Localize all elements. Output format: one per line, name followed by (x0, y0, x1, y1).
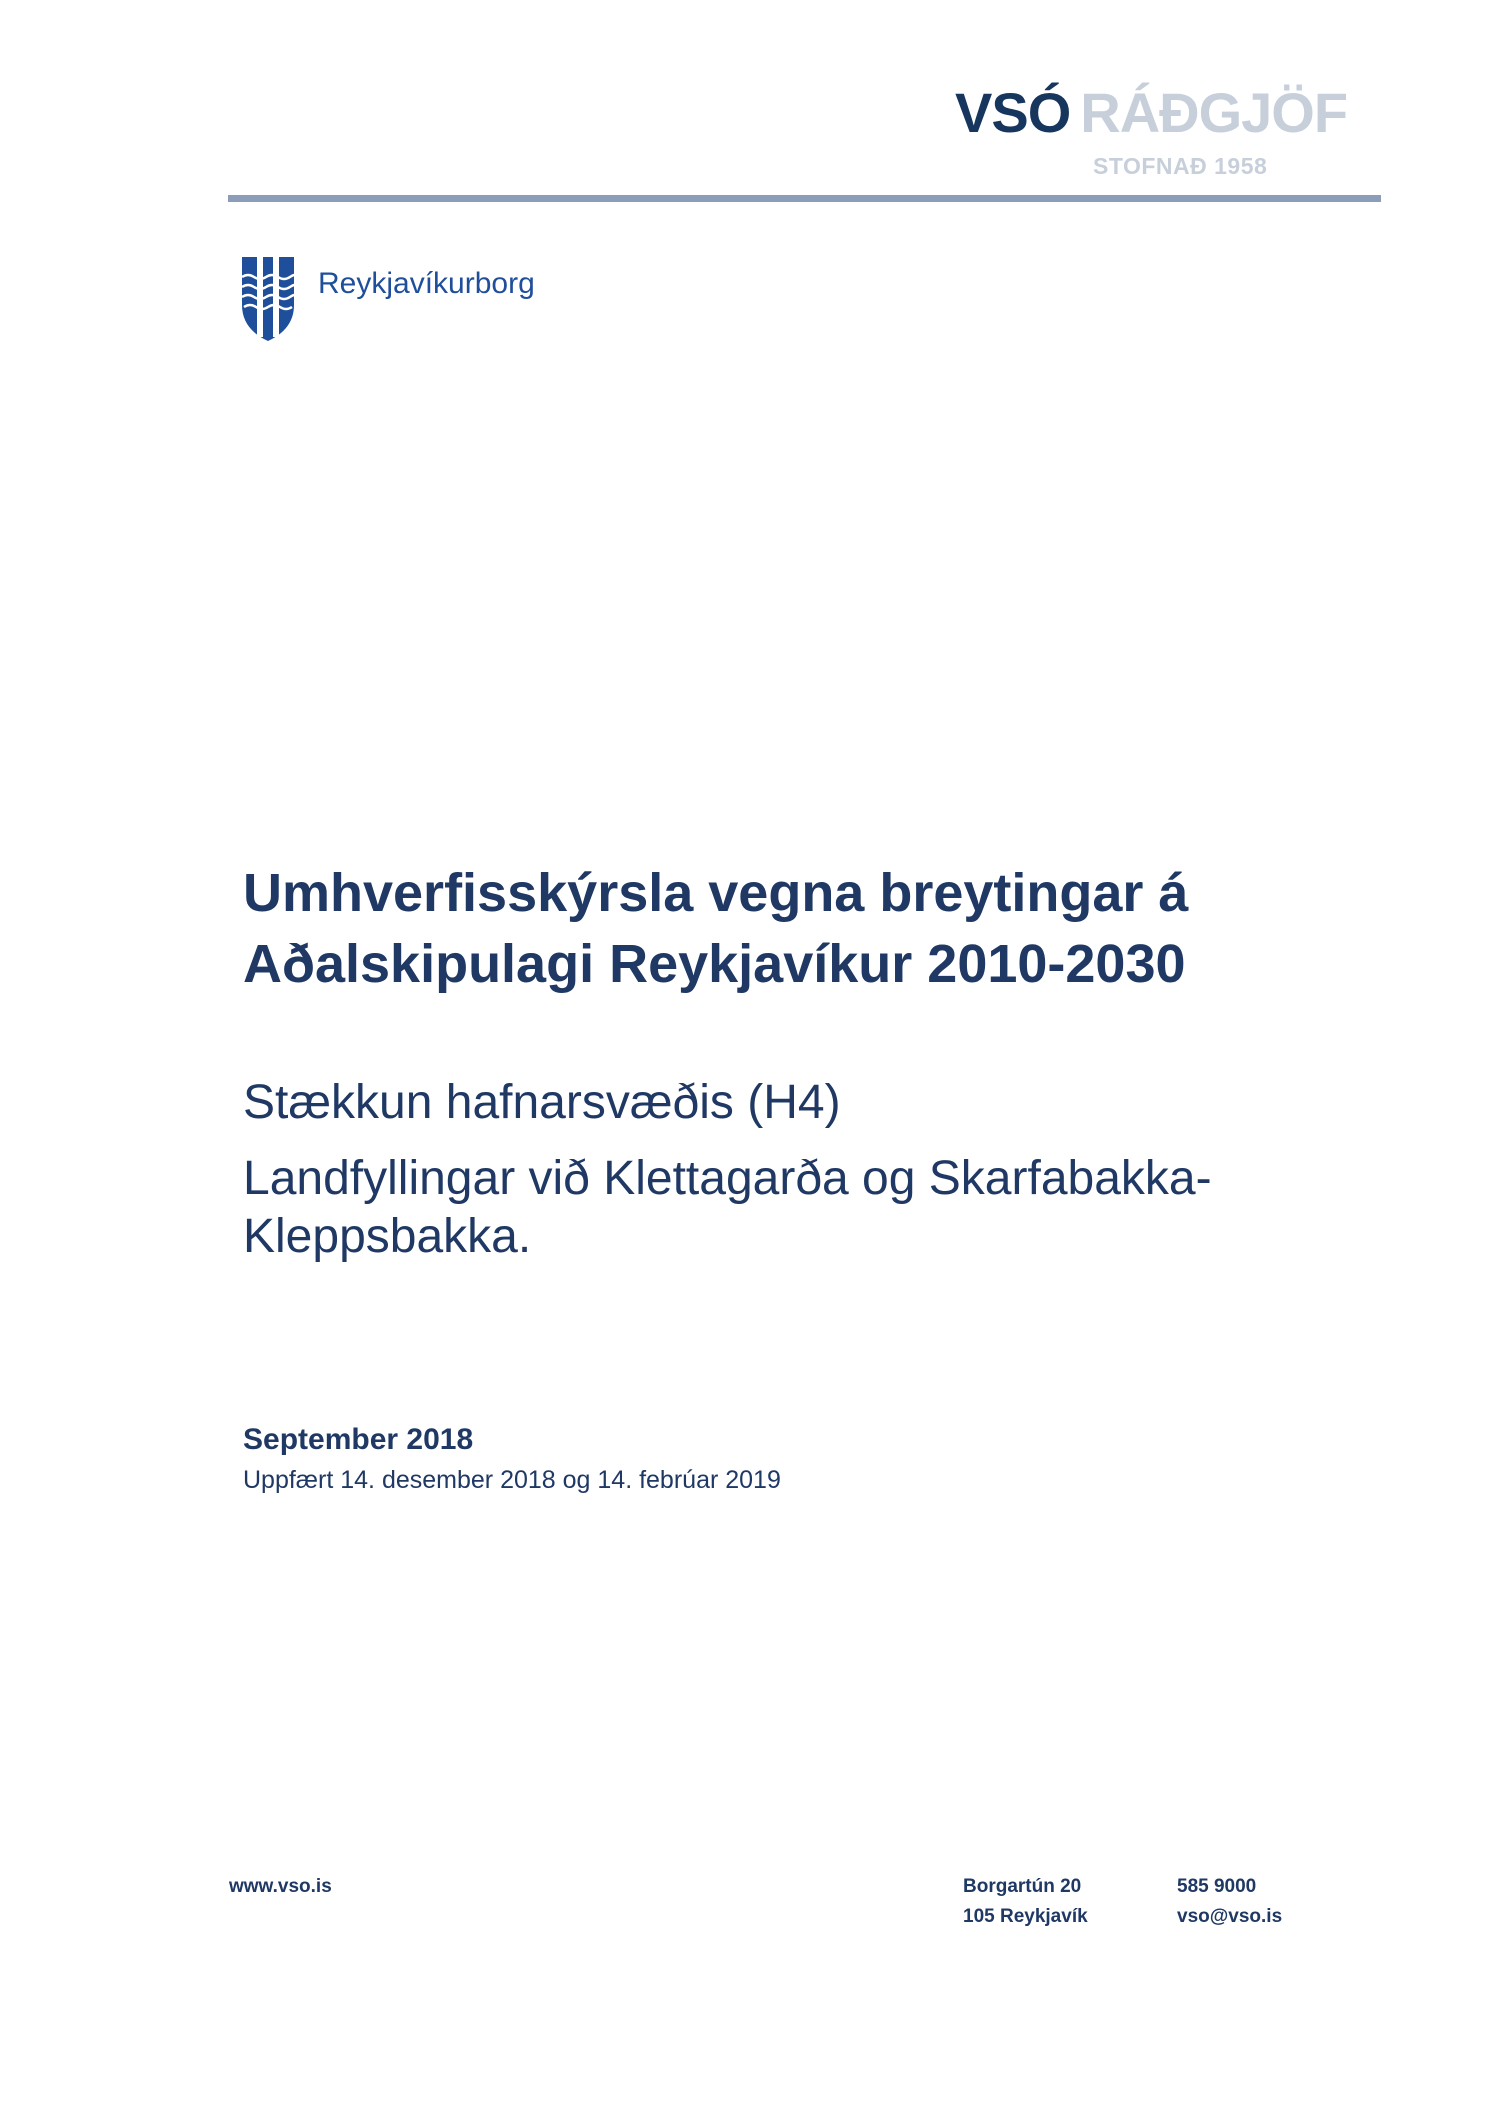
title-line-1: Umhverfisskýrsla vegna breytingar á (243, 863, 1189, 923)
footer-address-line-1: Borgartún 20 (963, 1876, 1082, 1897)
footer-email[interactable]: vso@vso.is (1177, 1906, 1283, 1927)
footer-website[interactable]: www.vso.is (229, 1876, 332, 1897)
document-title (243, 858, 1373, 1000)
subtitle2-line-1: Landfyllingar við Klettagarða og Skarfabakka- (243, 1152, 1212, 1205)
header-divider (228, 195, 1381, 202)
document-subtitle: Stækkun hafnarsvæðis (H4) (243, 1076, 841, 1129)
document-date: September 2018 (243, 1423, 474, 1456)
subtitle2-line-2: Kleppsbakka. (243, 1210, 532, 1263)
radgjof-wordmark: RÁÐGJÖF (1080, 81, 1348, 144)
vso-brand-wordmark (955, 81, 1348, 144)
vso-logo (955, 81, 1385, 180)
reykjavik-shield-icon (240, 255, 296, 343)
vso-wordmark: VSÓ (955, 81, 1071, 144)
title-line-2: Aðalskipulagi Reykjavíkur 2010-2030 (243, 934, 1186, 994)
vso-tagline: STOFNAÐ 1958 (1093, 153, 1268, 179)
document-subtitle-2 (243, 1150, 1373, 1266)
footer-address-line-2: 105 Reykjavík (963, 1906, 1088, 1927)
document-updated: Uppfært 14. desember 2018 og 14. febrúar 2019 (243, 1466, 781, 1494)
footer-phone: 585 9000 (1177, 1876, 1257, 1897)
reykjavik-logo (240, 255, 560, 345)
client-name: Reykjavíkurborg (318, 267, 535, 300)
